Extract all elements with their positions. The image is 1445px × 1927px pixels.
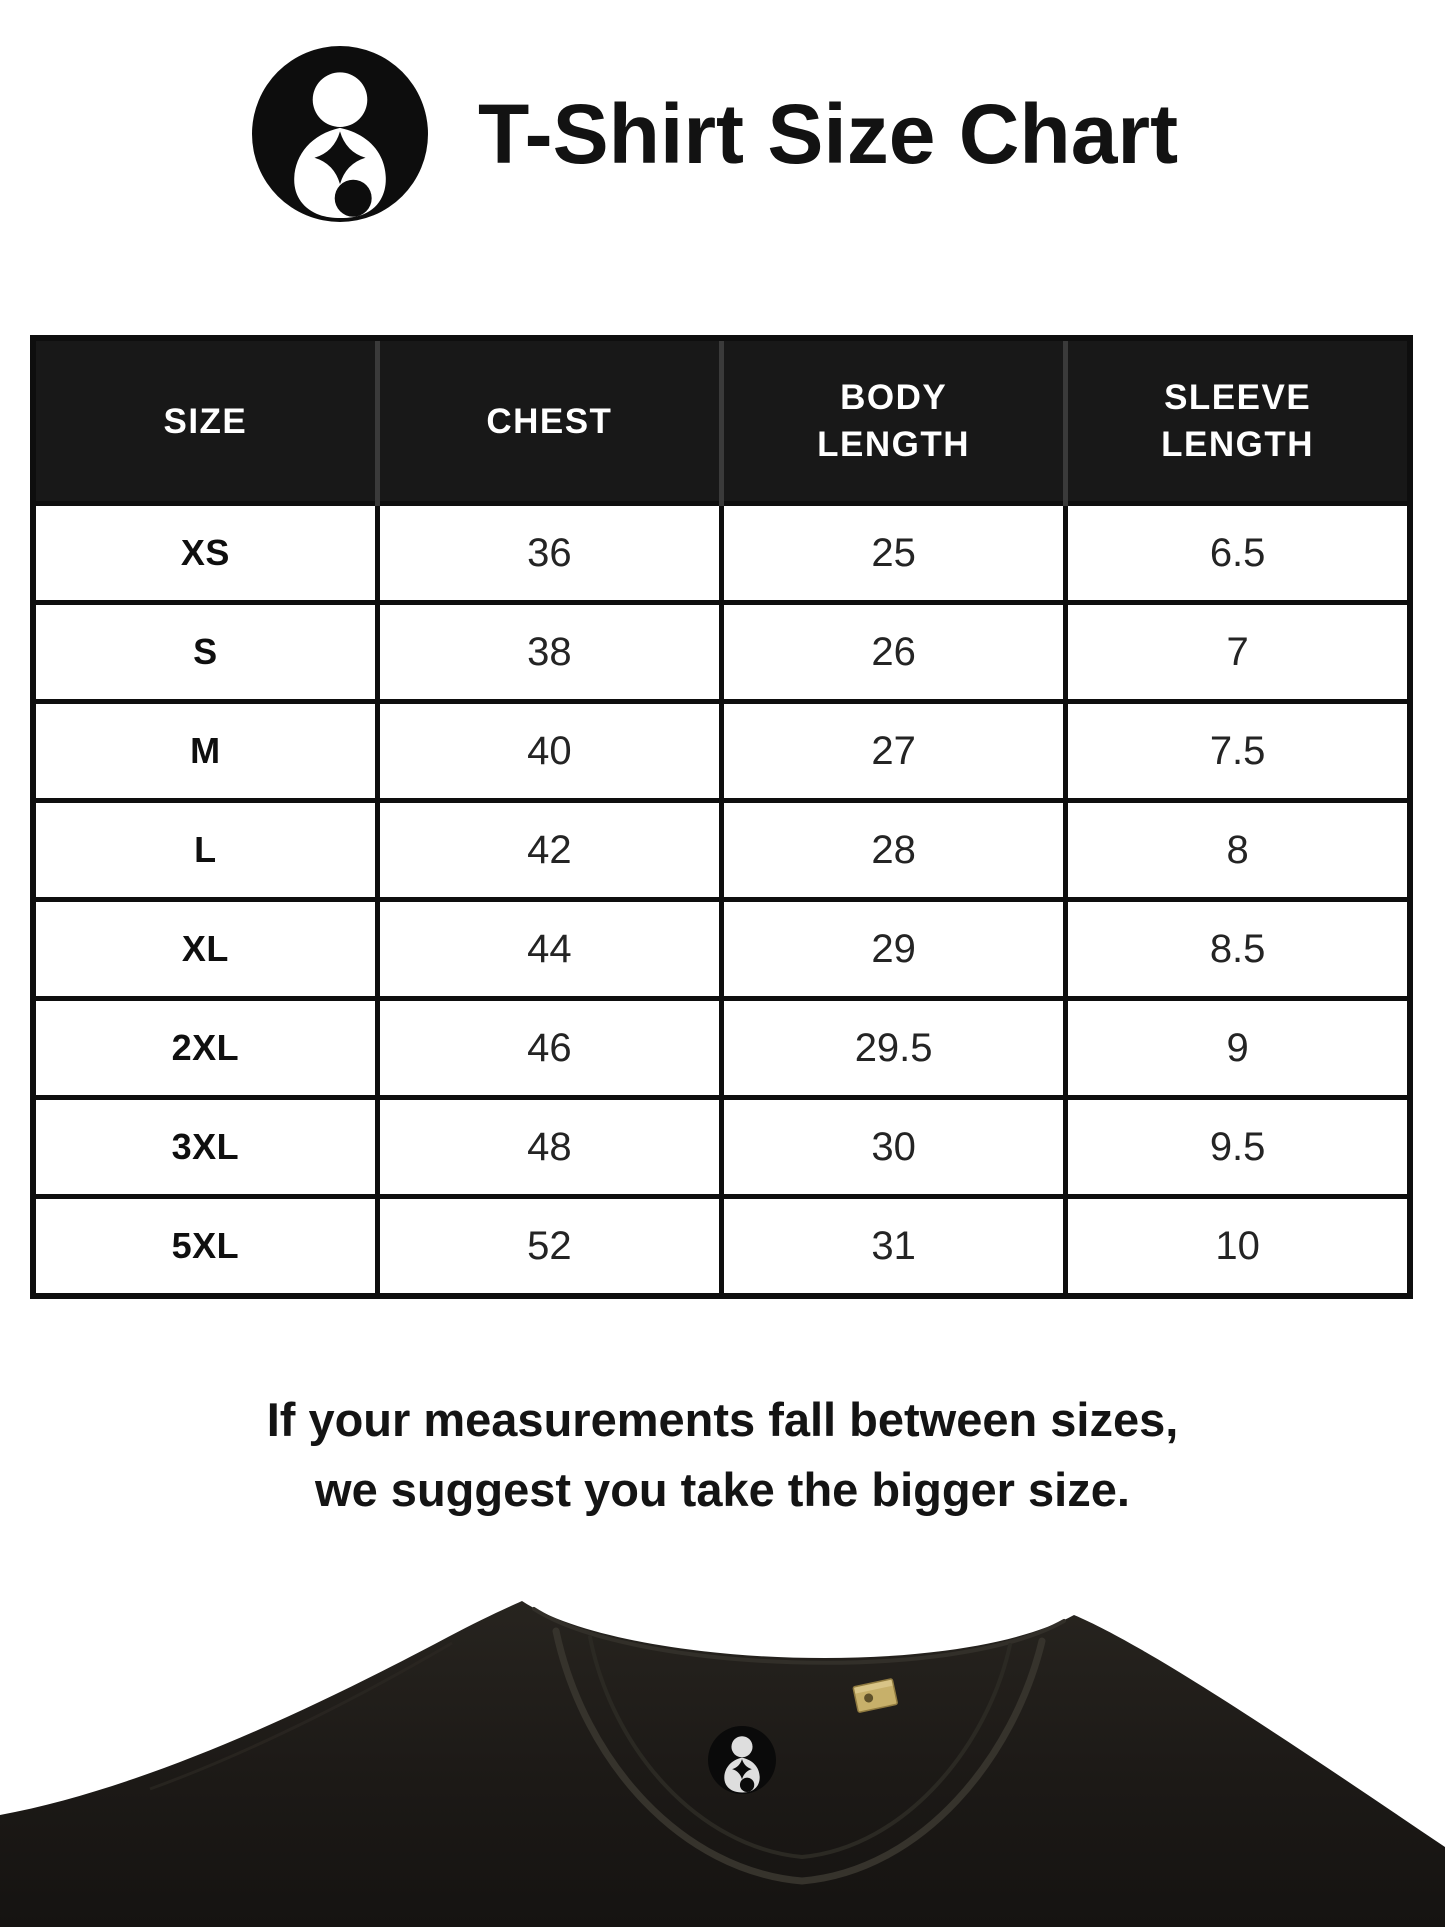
tshirt-photo-svg [0,1587,1445,1927]
body-length-cell: 27 [722,702,1066,801]
header-row [33,338,1410,504]
body-length-cell: 26 [722,603,1066,702]
sleeve-length-cell: 9.5 [1066,1098,1410,1197]
size-cell: 3XL [33,1098,377,1197]
chest-cell: 46 [377,999,721,1098]
sizing-note [0,1385,1445,1525]
table-row [33,702,1410,801]
size-table [30,335,1413,1299]
brand-logo-svg [252,46,428,222]
size-cell: S [33,603,377,702]
body-length-cell: 25 [722,504,1066,603]
tshirt-collar-photo [0,1587,1445,1927]
table-row [33,900,1410,999]
neck-tag-logo-patch [708,1726,776,1794]
body-length-cell: 30 [722,1098,1066,1197]
chest-cell: 38 [377,603,721,702]
size-cell: 2XL [33,999,377,1098]
column-header-chest: CHEST [377,338,721,504]
size-cell: L [33,801,377,900]
page-title: T-Shirt Size Chart [478,87,1179,181]
body-length-cell: 31 [722,1197,1066,1297]
chest-cell: 44 [377,900,721,999]
size-table-header [33,338,1410,504]
sleeve-length-cell: 9 [1066,999,1410,1098]
sleeve-length-cell: 7.5 [1066,702,1410,801]
sizing-note-line1: If your measurements fall between sizes, [266,1393,1179,1446]
sleeve-length-cell: 7 [1066,603,1410,702]
table-row [33,1197,1410,1297]
sizing-note-line2: we suggest you take the bigger size. [315,1463,1130,1516]
table-row [33,1098,1410,1197]
table-row [33,504,1410,603]
table-row [33,801,1410,900]
size-cell: XS [33,504,377,603]
sleeve-length-cell: 10 [1066,1197,1410,1297]
size-cell: XL [33,900,377,999]
size-table-body [33,504,1410,1297]
table-row [33,603,1410,702]
size-cell: 5XL [33,1197,377,1297]
sleeve-length-cell: 6.5 [1066,504,1410,603]
brand-logo-mother-and-child-icon [252,46,428,222]
chest-cell: 48 [377,1098,721,1197]
column-header-body-length: BODY LENGTH [722,338,1066,504]
size-cell: M [33,702,377,801]
chest-cell: 40 [377,702,721,801]
column-header-sleeve-length: SLEEVE LENGTH [1066,338,1410,504]
chest-cell: 42 [377,801,721,900]
body-length-cell: 28 [722,801,1066,900]
sleeve-length-cell: 8 [1066,801,1410,900]
body-length-cell: 29.5 [722,999,1066,1098]
chest-cell: 52 [377,1197,721,1297]
sleeve-length-cell: 8.5 [1066,900,1410,999]
chest-cell: 36 [377,504,721,603]
table-row [33,999,1410,1098]
column-header-size: SIZE [33,338,377,504]
body-length-cell: 29 [722,900,1066,999]
